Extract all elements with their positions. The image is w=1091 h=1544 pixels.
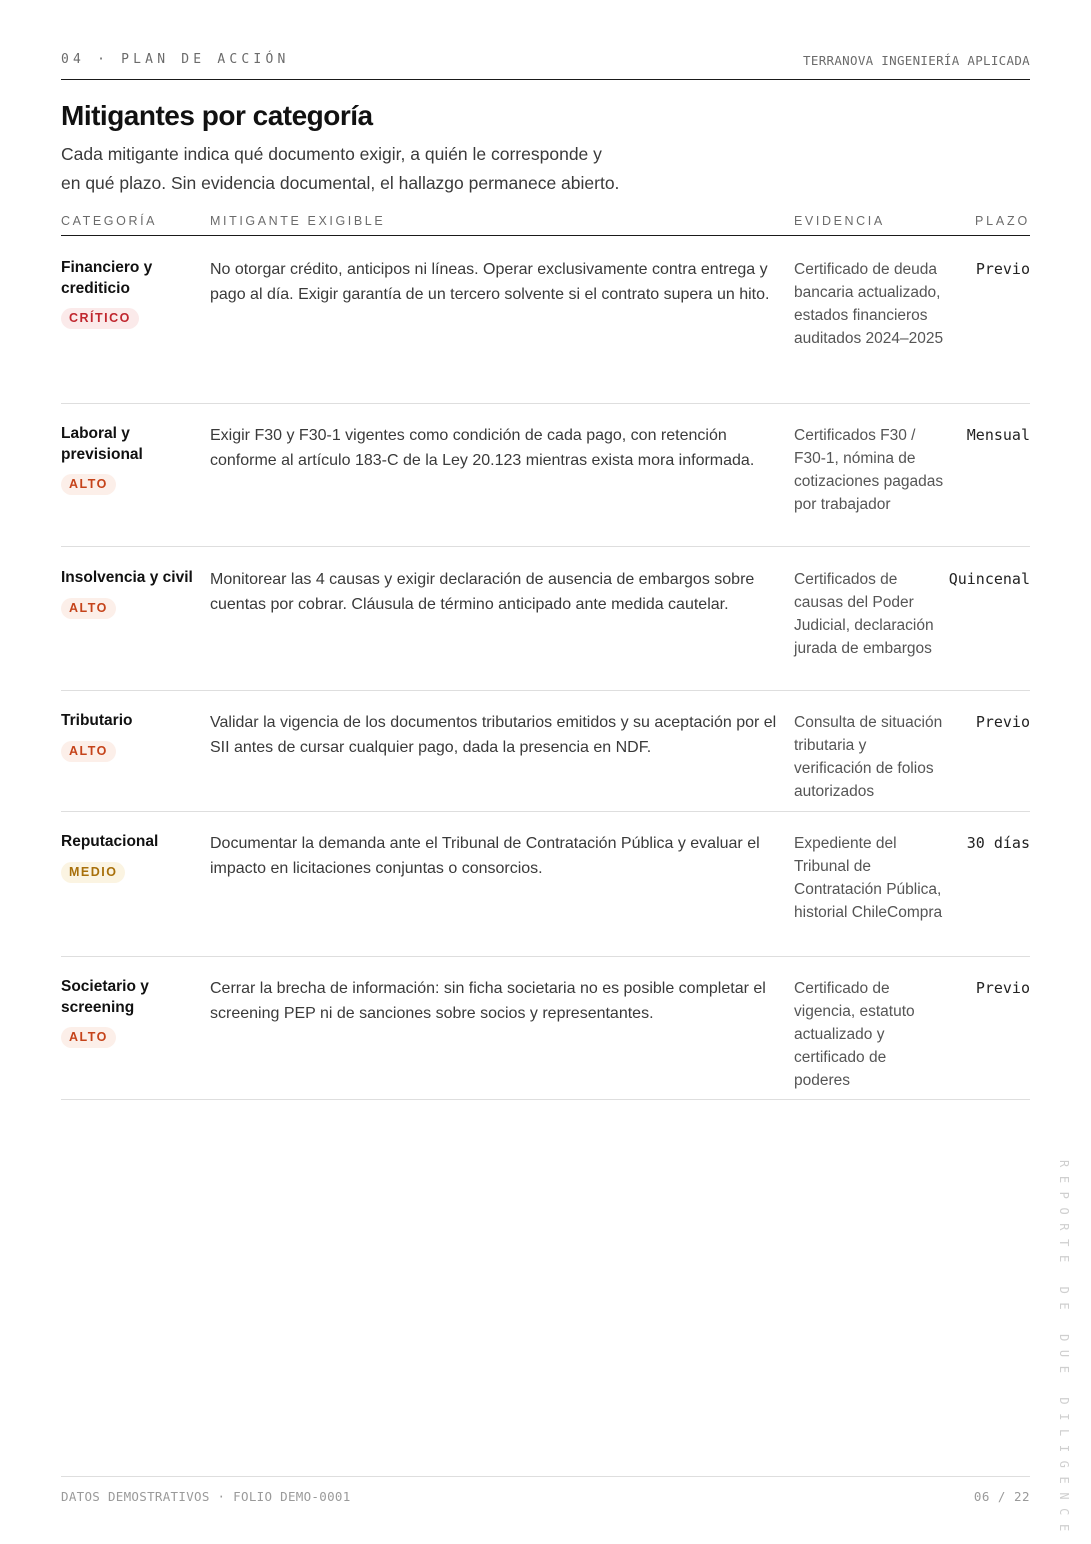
table-row [61, 977, 1030, 1100]
severity-badge: ALTO [61, 741, 116, 762]
header-categoria: CATEGORÍA [61, 214, 158, 228]
intro-line: Cada mitigante indica qué documento exigir, a quién le corresponde y [61, 144, 602, 164]
evidence-text: Certificados F30 / F30-1, nómina de cotizaciones pagadas por trabajador [794, 427, 944, 513]
severity-badge: ALTO [61, 1027, 116, 1048]
company-name: TERRANOVA INGENIERÍA APLICADA [803, 53, 1030, 68]
category-cell [61, 832, 201, 883]
category-label: Tributario [61, 712, 133, 729]
section-label: 04 · PLAN DE ACCIÓN [61, 52, 290, 67]
category-label: crediticio [61, 279, 130, 297]
severity-badge: ALTO [61, 598, 116, 619]
category-label: Insolvencia y civil [61, 569, 193, 586]
category-label: previsional [61, 445, 143, 463]
evidence-text: Consulta de situación tributaria y verificación de folios autorizados [794, 714, 943, 800]
deadline-text: Previo [975, 260, 1030, 278]
table-row [61, 568, 1030, 691]
category-label: Laboral y [61, 425, 130, 442]
category-label: screening [61, 998, 135, 1016]
evidence-text: Expediente del Tribunal de Contratación Pública, historial ChileCompra [794, 835, 943, 921]
table-row [61, 258, 1030, 404]
table-row [61, 424, 1030, 547]
category-label: Societario y [61, 978, 149, 995]
page-number: 06 / 22 [973, 1489, 1030, 1504]
severity-badge: ALTO [61, 474, 116, 495]
intro-paragraph [61, 140, 701, 198]
page-footer [61, 1476, 1030, 1506]
table-row [61, 711, 1030, 812]
deadline-text: 30 días [966, 834, 1030, 852]
side-report-label: REPORTE DE DUE DILIGENCE [1057, 1160, 1071, 1540]
severity-badge: MEDIO [61, 862, 125, 883]
evidence-text: Certificado de deuda bancaria actualizado, estados financieros auditados 2024–2025 [794, 261, 944, 347]
evidence-text: Certificado de vigencia, estatuto actualizado y certificado de poderes [794, 980, 915, 1089]
footer-folio: DATOS DEMOSTRATIVOS · FOLIO DEMO-0001 [61, 1489, 351, 1504]
category-cell [61, 711, 201, 762]
deadline-text: Previo [975, 979, 1030, 997]
category-cell [61, 258, 201, 329]
category-cell [61, 424, 201, 495]
mitigant-text: Cerrar la brecha de información: sin ficha societaria no es posible completar el screening PEP ni de sanciones sobre socios y representantes. [210, 980, 766, 1022]
table-row [61, 832, 1030, 957]
mitigant-text: Validar la vigencia de los documentos tributarios emitidos y su aceptación por el SII antes de cursar cualquier pago, dada la presencia en NDF. [210, 714, 777, 756]
table-header [61, 214, 1030, 236]
category-cell [61, 977, 201, 1048]
header-evidencia: EVIDENCIA [794, 214, 885, 228]
category-label: Reputacional [61, 833, 159, 850]
page-header [61, 52, 1030, 80]
category-label: Financiero y [61, 259, 153, 276]
deadline-text: Quincenal [948, 570, 1030, 588]
deadline-text: Previo [975, 713, 1030, 731]
mitigant-text: Documentar la demanda ante el Tribunal de Contratación Pública y evaluar el impacto en licitaciones conjuntas o consorcios. [210, 835, 760, 877]
mitigant-text: Monitorear las 4 causas y exigir declaración de ausencia de embargos sobre cuentas por cobrar. Cláusula de término anticipado ante medida cautelar. [210, 571, 755, 613]
header-mitigante: MITIGANTE EXIGIBLE [210, 214, 386, 228]
page-title: Mitigantes por categoría [61, 100, 373, 131]
severity-badge: CRÍTICO [61, 308, 139, 329]
mitigant-text: Exigir F30 y F30-1 vigentes como condición de cada pago, con retención conforme al artículo 183-C de la Ley 20.123 mientras exista mora informada. [210, 427, 755, 469]
intro-line: en qué plazo. Sin evidencia documental, el hallazgo permanece abierto. [61, 173, 620, 193]
evidence-text: Certificados de causas del Poder Judicial, declaración jurada de embargos [794, 571, 934, 657]
category-cell [61, 568, 207, 619]
deadline-text: Mensual [966, 426, 1030, 444]
mitigant-text: No otorgar crédito, anticipos ni líneas. Operar exclusivamente contra entrega y pago al día. Exigir garantía de un tercero solvente si el contrato supera un hito. [210, 261, 770, 303]
header-plazo: PLAZO [975, 214, 1030, 228]
